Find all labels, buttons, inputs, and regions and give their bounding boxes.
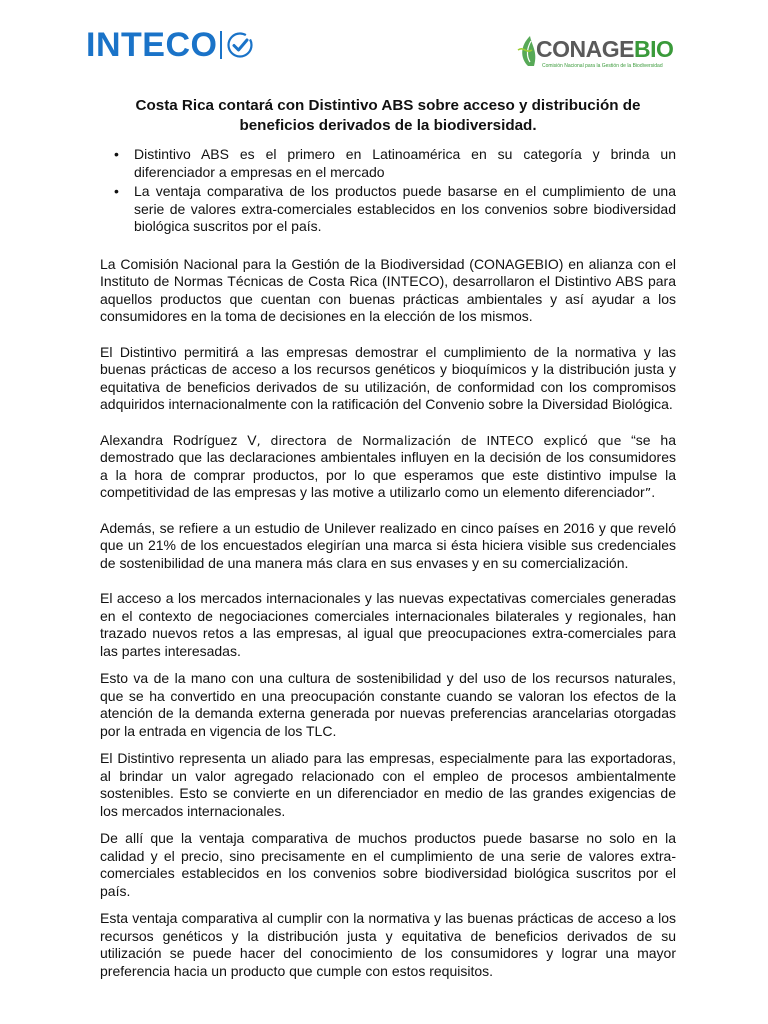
paragraph-advantage: De allí que la ventaja comparativa de muchos productos puede basarse no solo en la calidad y el precio, sino precisamente en el cumplimiento de una serie de valores extra-comerciales establecidos en los convenios sobre biodiversidad biológica suscritos por el país. — [100, 830, 676, 899]
conagebio-logo — [512, 30, 672, 76]
conagebio-logo-text — [536, 38, 673, 61]
paragraph-markets: El acceso a los mercados internacionales y las nuevas expectativas comerciales generadas en el contexto de negociaciones comerciales internacionales bilaterales y regionales, han trazado nuevos retos a las empresas, al igual que preocupaciones extra-comerciales para las partes interesadas. — [100, 590, 676, 659]
page-header — [0, 0, 768, 90]
paragraph-consumers: Esta ventaja comparativa al cumplir con la normativa y las buenas prácticas de acceso a los recursos genéticos y la distribución justa y equitativa de beneficios derivados de su utilización se puede hacer del conocimiento de los consumidores y lograr una mayor preferencia hacia un producto que cumple con estos requisitos. — [100, 910, 676, 979]
conagebio-logo-text-part2: BIO — [633, 36, 674, 62]
highlight-item: • Distintivo ABS es el primero en Latinoamérica en su categoría y brinda un diferenciador a empresas en el mercado — [134, 146, 676, 181]
paragraph-ally: El Distintivo representa un aliado para las empresas, especialmente para las exportadoras, al brindar un valor agregado relacionado con el empleo de procesos ambientalmente sostenibles. Esto se convierte en un diferenciador en medio de las grandes exigencias de los mercados internacionales. — [100, 750, 676, 819]
inteco-logo-text: INTECO — [86, 26, 218, 64]
highlight-item: • La ventaja comparativa de los productos puede basarse en el cumplimiento de una serie de valores extra-comerciales establecidos en los convenios sobre biodiversidad biológica suscritos por el país. — [134, 183, 676, 236]
document-title: Costa Rica contará con Distintivo ABS sobre acceso y distribución de beneficios derivados de la biodiversidad. — [135, 97, 641, 134]
highlights-list — [100, 146, 676, 236]
inteco-logo — [86, 28, 254, 62]
paragraph-intro: La Comisión Nacional para la Gestión de la Biodiversidad (CONAGEBIO) en alianza con el Instituto de Normas Técnicas de Costa Rica (INTECO), desarrollaron el Distintivo ABS para aquellos productos que cuentan con buenas prácticas ambientales y así ayudar a los consumidores en la toma de decisiones en la elección de los mismos. — [100, 255, 676, 324]
paragraph-sustainability: Esto va de la mano con una cultura de sostenibilidad y del uso de los recursos naturales, que se ha convertido en una preocupación constante cuando se valoran los efectos de la atención de la demanda externa generada por nuevas preferencias arancelarias otorgadas por la entrada en vigencia de los TLC. — [100, 670, 676, 739]
conagebio-logo-text-part1: CONAGE — [536, 36, 634, 62]
paragraph-unilever: Además, se refiere a un estudio de Unilever realizado en cinco países en 2016 y que reveló que un 21% de los encuestados elegirían una marca si ésta hiciera visible sus credenciales de sostenibilidad de una manera más clara en sus envases y en su comercialización. — [100, 519, 676, 571]
quote-end: ”. — [644, 485, 656, 500]
quote-speaker: Alexandra Rodríguez V — [100, 431, 257, 448]
document-body — [100, 96, 676, 980]
conagebio-logo-subtitle: Comisión Nacional para la Gestión de la Biodiversidad — [542, 63, 663, 69]
inteco-logo-divider — [220, 31, 222, 59]
quote-text: “se ha demostrado que las declaraciones ambientales influyen en la decisión de los consumidores a la hora de comprar productos, por lo que esperamos que este distintivo impulse la competitividad de las empresas y las motive a utilizarlo como un elemento diferenciador — [100, 431, 676, 500]
quote-attribution: , directora de Normalización de INTECO explicó que — [256, 432, 622, 448]
checkmark-badge-icon — [226, 31, 254, 59]
paragraph-distintivo: El Distintivo permitirá a las empresas demostrar el cumplimiento de la normativa y las buenas prácticas de acceso a los recursos genéticos y bioquímicos y la distribución justa y equitativa de beneficios derivados de su utilización, de conformidad con los compromisos adquiridos internacionalmente con la ratificación del Convenio sobre la Diversidad Biológica. — [100, 343, 676, 412]
paragraph-quote — [100, 432, 676, 502]
